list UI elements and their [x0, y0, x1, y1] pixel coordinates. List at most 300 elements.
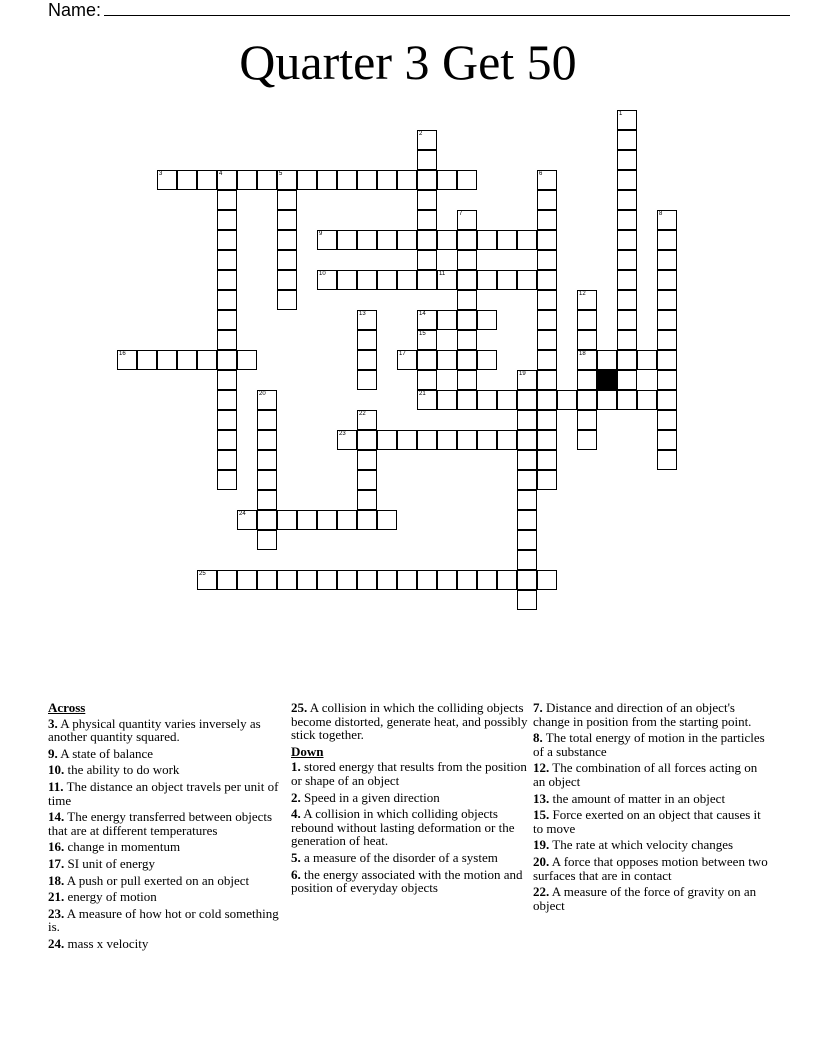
grid-cell[interactable] [657, 230, 677, 250]
grid-cell[interactable] [617, 290, 637, 310]
clue-item-text: The energy transferred between objects that are at different temperatures [48, 809, 273, 838]
grid-cell[interactable] [217, 230, 237, 250]
grid-cell[interactable] [497, 230, 517, 250]
grid-cell[interactable] [417, 150, 437, 170]
clue-item-text: The total energy of motion in the particles of a substance [533, 730, 765, 759]
grid-cell[interactable] [277, 270, 297, 290]
clue-item-text: change in momentum [67, 839, 181, 855]
grid-cell[interactable] [257, 390, 277, 410]
clue-number: 20 [259, 391, 266, 397]
grid-cell[interactable] [137, 350, 157, 370]
clue-item-number: 15. [533, 807, 550, 823]
grid-cell[interactable] [657, 330, 677, 350]
grid-cell[interactable] [477, 230, 497, 250]
clue-item-text: A physical quantity varies inversely as another quantity squared. [48, 715, 261, 745]
grid-cell[interactable] [217, 350, 237, 370]
grid-cell[interactable] [477, 430, 497, 450]
grid-cell[interactable] [577, 370, 597, 390]
clue-item-text: SI unit of energy [67, 855, 155, 871]
grid-cell[interactable] [157, 350, 177, 370]
clue-number: 19 [519, 371, 526, 377]
grid-cell[interactable] [617, 130, 637, 150]
grid-cell[interactable] [357, 230, 377, 250]
grid-cell[interactable] [637, 390, 657, 410]
grid-cell[interactable] [397, 170, 417, 190]
clue-item-number: 18. [48, 872, 65, 888]
clue-number: 13 [359, 311, 366, 317]
grid-cell[interactable] [517, 510, 537, 530]
grid-cell[interactable] [377, 170, 397, 190]
grid-cell[interactable] [357, 270, 377, 290]
clue-item-number: 11. [48, 778, 64, 794]
grid-cell[interactable] [217, 330, 237, 350]
grid-cell[interactable] [657, 370, 677, 390]
grid-cell[interactable] [257, 430, 277, 450]
clue-item [291, 807, 529, 848]
grid-cell[interactable] [357, 370, 377, 390]
clue-item-number: 21. [48, 889, 65, 905]
clue-item-text: Distance and direction of an object's change in position from the starting point. [533, 700, 752, 729]
clue-number: 5 [279, 171, 283, 177]
grid-cell[interactable] [377, 270, 397, 290]
grid-cell[interactable] [517, 570, 537, 590]
grid-cell[interactable] [457, 390, 477, 410]
grid-cell[interactable] [477, 350, 497, 370]
grid-cell[interactable] [457, 570, 477, 590]
clue-item [48, 857, 286, 871]
grid-cell[interactable] [257, 450, 277, 470]
grid-cell[interactable] [477, 310, 497, 330]
clue-item-number: 3. [48, 715, 58, 731]
grid-cell[interactable] [357, 470, 377, 490]
grid-cell[interactable] [357, 510, 377, 530]
clue-item-text: stored energy that results from the position or shape of an object [291, 759, 527, 788]
grid-cell[interactable] [297, 570, 317, 590]
clue-item [48, 840, 286, 854]
grid-cell[interactable] [537, 270, 557, 290]
clue-item-text: A measure of the force of gravity on an object [533, 884, 757, 913]
grid-cell[interactable] [617, 210, 637, 230]
grid-cell[interactable] [277, 230, 297, 250]
clue-item-number: 20. [533, 853, 550, 869]
page-title: Quarter 3 Get 50 [239, 34, 577, 90]
grid-cell[interactable] [237, 510, 257, 530]
grid-cell[interactable] [517, 270, 537, 290]
grid-cell[interactable] [517, 430, 537, 450]
grid-cell[interactable] [157, 170, 177, 190]
grid-cell[interactable] [537, 390, 557, 410]
grid-cell[interactable] [617, 370, 637, 390]
clue-item [533, 792, 771, 806]
grid-cell[interactable] [617, 170, 637, 190]
grid-cell[interactable] [417, 350, 437, 370]
clue-number: 15 [419, 331, 426, 337]
clue-item-number: 6. [291, 866, 301, 882]
black-cell [597, 370, 617, 390]
clue-item [533, 885, 771, 912]
grid-cell[interactable] [417, 270, 437, 290]
clue-item-number: 13. [533, 790, 550, 806]
clue-item-text: energy of motion [67, 889, 157, 905]
grid-cell[interactable] [537, 450, 557, 470]
grid-cell[interactable] [517, 390, 537, 410]
grid-cell[interactable] [457, 170, 477, 190]
clue-number: 16 [119, 351, 126, 357]
clue-number: 11 [439, 271, 446, 277]
clue-item-number: 25. [291, 700, 308, 715]
grid-cell[interactable] [517, 490, 537, 510]
grid-cell[interactable] [237, 570, 257, 590]
grid-cell[interactable] [397, 350, 417, 370]
grid-cell[interactable] [337, 510, 357, 530]
clue-number: 2 [419, 131, 423, 137]
clue-item-number: 7. [533, 700, 543, 715]
grid-cell[interactable] [437, 430, 457, 450]
grid-cell[interactable] [417, 390, 437, 410]
grid-cell[interactable] [657, 310, 677, 330]
grid-cell[interactable] [417, 130, 437, 150]
grid-cell[interactable] [217, 450, 237, 470]
grid-cell[interactable] [517, 410, 537, 430]
clue-item-text: A collision in which the colliding objects become distorted, generate heat, and possibly stick together. [291, 700, 528, 743]
grid-cell[interactable] [257, 410, 277, 430]
clue-item-text: The rate at which velocity changes [552, 837, 734, 853]
grid-cell[interactable] [577, 310, 597, 330]
grid-cell[interactable] [577, 390, 597, 410]
grid-cell[interactable] [357, 570, 377, 590]
grid-cell[interactable] [237, 350, 257, 370]
clue-item-text: A force that opposes motion between two surfaces that are in contact [533, 853, 768, 883]
clue-number: 22 [359, 411, 366, 417]
grid-cell[interactable] [617, 330, 637, 350]
grid-cell[interactable] [417, 230, 437, 250]
clue-item [48, 890, 286, 904]
grid-cell[interactable] [217, 250, 237, 270]
grid-cell[interactable] [357, 410, 377, 430]
clue-item-number: 14. [48, 809, 65, 825]
grid-cell[interactable] [417, 170, 437, 190]
grid-cell[interactable] [537, 410, 557, 430]
grid-cell[interactable] [217, 430, 237, 450]
grid-cell[interactable] [457, 230, 477, 250]
grid-cell[interactable] [337, 230, 357, 250]
grid-cell[interactable] [537, 210, 557, 230]
grid-cell[interactable] [497, 570, 517, 590]
grid-cell[interactable] [657, 250, 677, 270]
clue-number: 24 [239, 511, 246, 517]
grid-cell[interactable] [257, 490, 277, 510]
clue-item-number: 5. [291, 849, 301, 865]
grid-cell[interactable] [357, 450, 377, 470]
grid-cell[interactable] [257, 170, 277, 190]
clue-item-text: A measure of how hot or cold something is. [48, 905, 279, 935]
clue-item-text: The combination of all forces acting on an object [533, 760, 758, 789]
grid-cell[interactable] [277, 570, 297, 590]
grid-cell[interactable] [577, 410, 597, 430]
clue-number: 6 [539, 171, 543, 177]
grid-cell[interactable] [317, 570, 337, 590]
grid-cell[interactable] [537, 190, 557, 210]
clue-item-number: 16. [48, 839, 65, 855]
grid-cell[interactable] [257, 570, 277, 590]
grid-cell[interactable] [617, 390, 637, 410]
grid-cell[interactable] [577, 430, 597, 450]
grid-cell[interactable] [197, 350, 217, 370]
clue-item-number: 22. [533, 884, 550, 900]
grid-cell[interactable] [217, 190, 237, 210]
grid-cell[interactable] [417, 570, 437, 590]
clue-item-number: 19. [533, 837, 550, 853]
grid-cell[interactable] [577, 350, 597, 370]
clue-item-number: 23. [48, 905, 65, 921]
clue-item [533, 701, 771, 728]
clue-item [48, 810, 286, 837]
grid-cell[interactable] [197, 570, 217, 590]
grid-cell[interactable] [357, 430, 377, 450]
grid-cell[interactable] [257, 530, 277, 550]
grid-cell[interactable] [537, 570, 557, 590]
grid-cell[interactable] [457, 310, 477, 330]
clue-item [291, 760, 529, 787]
grid-cell[interactable] [417, 210, 437, 230]
grid-cell[interactable] [537, 290, 557, 310]
grid-cell[interactable] [437, 390, 457, 410]
clue-item-number: 2. [291, 789, 301, 805]
clue-item-number: 9. [48, 745, 58, 761]
grid-cell[interactable] [117, 350, 137, 370]
grid-cell[interactable] [537, 470, 557, 490]
grid-cell[interactable] [537, 370, 557, 390]
grid-cell[interactable] [317, 270, 337, 290]
grid-cell[interactable] [617, 250, 637, 270]
grid-cell[interactable] [397, 430, 417, 450]
grid-cell[interactable] [597, 390, 617, 410]
grid-cell[interactable] [617, 350, 637, 370]
clue-item-text: A state of balance [60, 745, 154, 761]
grid-cell[interactable] [637, 350, 657, 370]
clue-item-number: 4. [291, 806, 301, 822]
clue-item-number: 12. [533, 760, 550, 776]
grid-cell[interactable] [277, 190, 297, 210]
grid-cell[interactable] [377, 570, 397, 590]
clues-column-2 [291, 701, 529, 898]
grid-cell[interactable] [377, 230, 397, 250]
grid-cell[interactable] [517, 370, 537, 390]
grid-cell[interactable] [277, 250, 297, 270]
grid-cell[interactable] [437, 270, 457, 290]
grid-cell[interactable] [217, 410, 237, 430]
clue-item-text: A push or pull exerted on an object [66, 872, 250, 888]
grid-cell[interactable] [217, 170, 237, 190]
grid-cell[interactable] [537, 330, 557, 350]
grid-cell[interactable] [657, 430, 677, 450]
grid-cell[interactable] [337, 170, 357, 190]
clue-item-text: Speed in a given direction [304, 789, 440, 805]
clue-number: 21 [419, 391, 426, 397]
grid-cell[interactable] [657, 210, 677, 230]
grid-cell[interactable] [577, 290, 597, 310]
grid-cell[interactable] [417, 330, 437, 350]
grid-cell[interactable] [517, 590, 537, 610]
clue-number: 18 [579, 351, 586, 357]
grid-cell[interactable] [457, 430, 477, 450]
grid-cell[interactable] [357, 310, 377, 330]
clue-item-text: Force exerted on an object that causes it to move [533, 807, 761, 836]
grid-cell[interactable] [217, 570, 237, 590]
grid-cell[interactable] [277, 510, 297, 530]
grid-cell[interactable] [657, 410, 677, 430]
grid-cell[interactable] [477, 390, 497, 410]
grid-cell[interactable] [357, 330, 377, 350]
grid-cell[interactable] [437, 230, 457, 250]
grid-cell[interactable] [417, 370, 437, 390]
grid-cell[interactable] [537, 170, 557, 190]
clue-item [48, 717, 286, 744]
grid-cell[interactable] [357, 170, 377, 190]
grid-cell[interactable] [497, 430, 517, 450]
grid-cell[interactable] [317, 230, 337, 250]
clue-item-number: 17. [48, 855, 65, 871]
grid-cell[interactable] [357, 490, 377, 510]
clue-item-number: 8. [533, 730, 543, 746]
grid-cell[interactable] [217, 370, 237, 390]
grid-cell[interactable] [497, 270, 517, 290]
clue-item-text: a measure of the disorder of a system [304, 849, 498, 865]
grid-cell[interactable] [177, 350, 197, 370]
grid-cell[interactable] [517, 450, 537, 470]
grid-cell[interactable] [617, 190, 637, 210]
grid-cell[interactable] [457, 210, 477, 230]
grid-cell[interactable] [337, 270, 357, 290]
clue-number: 9 [319, 231, 323, 237]
grid-cell[interactable] [337, 430, 357, 450]
grid-cell[interactable] [437, 310, 457, 330]
grid-cell[interactable] [657, 450, 677, 470]
grid-cell[interactable] [397, 270, 417, 290]
clue-item-text: the energy associated with the motion and position of everyday objects [291, 866, 523, 896]
grid-cell[interactable] [657, 270, 677, 290]
grid-cell[interactable] [537, 350, 557, 370]
grid-cell[interactable] [277, 170, 297, 190]
grid-cell[interactable] [497, 390, 517, 410]
grid-cell[interactable] [217, 390, 237, 410]
grid-cell[interactable] [277, 210, 297, 230]
grid-cell[interactable] [177, 170, 197, 190]
grid-cell[interactable] [557, 390, 577, 410]
grid-cell[interactable] [437, 350, 457, 370]
grid-cell[interactable] [217, 270, 237, 290]
grid-cell[interactable] [617, 270, 637, 290]
grid-cell[interactable] [237, 170, 257, 190]
grid-cell[interactable] [377, 510, 397, 530]
grid-cell[interactable] [617, 230, 637, 250]
grid-cell[interactable] [517, 530, 537, 550]
clue-item [533, 731, 771, 758]
clue-item-text: The distance an object travels per unit of time [48, 778, 279, 808]
grid-cell[interactable] [537, 250, 557, 270]
grid-cell[interactable] [657, 350, 677, 370]
clue-item [48, 907, 286, 934]
grid-cell[interactable] [437, 170, 457, 190]
grid-cell[interactable] [257, 510, 277, 530]
grid-cell[interactable] [217, 470, 237, 490]
grid-cell[interactable] [397, 570, 417, 590]
grid-cell[interactable] [297, 170, 317, 190]
grid-cell[interactable] [577, 330, 597, 350]
grid-cell[interactable] [517, 470, 537, 490]
clue-item [291, 851, 529, 865]
grid-cell[interactable] [457, 290, 477, 310]
grid-cell[interactable] [197, 170, 217, 190]
clue-item-text: the ability to do work [67, 762, 180, 778]
grid-cell[interactable] [337, 570, 357, 590]
grid-cell[interactable] [277, 290, 297, 310]
clues-column-3 [533, 701, 771, 915]
grid-cell[interactable] [217, 210, 237, 230]
clues-column-1 [48, 701, 286, 954]
grid-cell[interactable] [377, 430, 397, 450]
clue-item [291, 701, 529, 742]
clue-number: 25 [199, 571, 206, 577]
clue-item [48, 763, 286, 777]
name-label: Name: [48, 0, 102, 20]
clue-number: 8 [659, 211, 663, 217]
grid-cell[interactable] [517, 550, 537, 570]
grid-cell[interactable] [617, 150, 637, 170]
clue-item-text: mass x velocity [67, 935, 149, 951]
grid-cell[interactable] [417, 190, 437, 210]
grid-cell[interactable] [457, 270, 477, 290]
grid-cell[interactable] [457, 350, 477, 370]
grid-cell[interactable] [417, 430, 437, 450]
grid-cell[interactable] [617, 110, 637, 130]
grid-cell[interactable] [617, 310, 637, 330]
grid-cell[interactable] [537, 310, 557, 330]
clue-item-text: the amount of matter in an object [552, 790, 726, 806]
clue-item [291, 791, 529, 805]
grid-cell[interactable] [257, 470, 277, 490]
clue-item [48, 780, 286, 807]
clue-item [48, 874, 286, 888]
grid-cell[interactable] [357, 350, 377, 370]
grid-cell[interactable] [217, 290, 237, 310]
grid-cell[interactable] [417, 250, 437, 270]
grid-cell[interactable] [397, 230, 417, 250]
grid-cell[interactable] [537, 430, 557, 450]
grid-cell[interactable] [437, 570, 457, 590]
clue-item [533, 808, 771, 835]
grid-cell[interactable] [517, 230, 537, 250]
grid-cell[interactable] [477, 270, 497, 290]
clue-number: 4 [219, 171, 223, 177]
grid-cell[interactable] [457, 370, 477, 390]
clue-item-number: 10. [48, 762, 65, 778]
grid-cell[interactable] [457, 330, 477, 350]
clue-item-number: 24. [48, 935, 65, 951]
clue-number: 10 [319, 271, 326, 277]
grid-cell[interactable] [457, 250, 477, 270]
grid-cell[interactable] [477, 570, 497, 590]
grid-cell[interactable] [657, 290, 677, 310]
grid-cell[interactable] [657, 390, 677, 410]
grid-cell[interactable] [317, 170, 337, 190]
grid-cell[interactable] [417, 310, 437, 330]
grid-cell[interactable] [537, 230, 557, 250]
grid-cell[interactable] [297, 510, 317, 530]
grid-cell[interactable] [597, 350, 617, 370]
grid-cell[interactable] [317, 510, 337, 530]
grid-cell[interactable] [217, 310, 237, 330]
